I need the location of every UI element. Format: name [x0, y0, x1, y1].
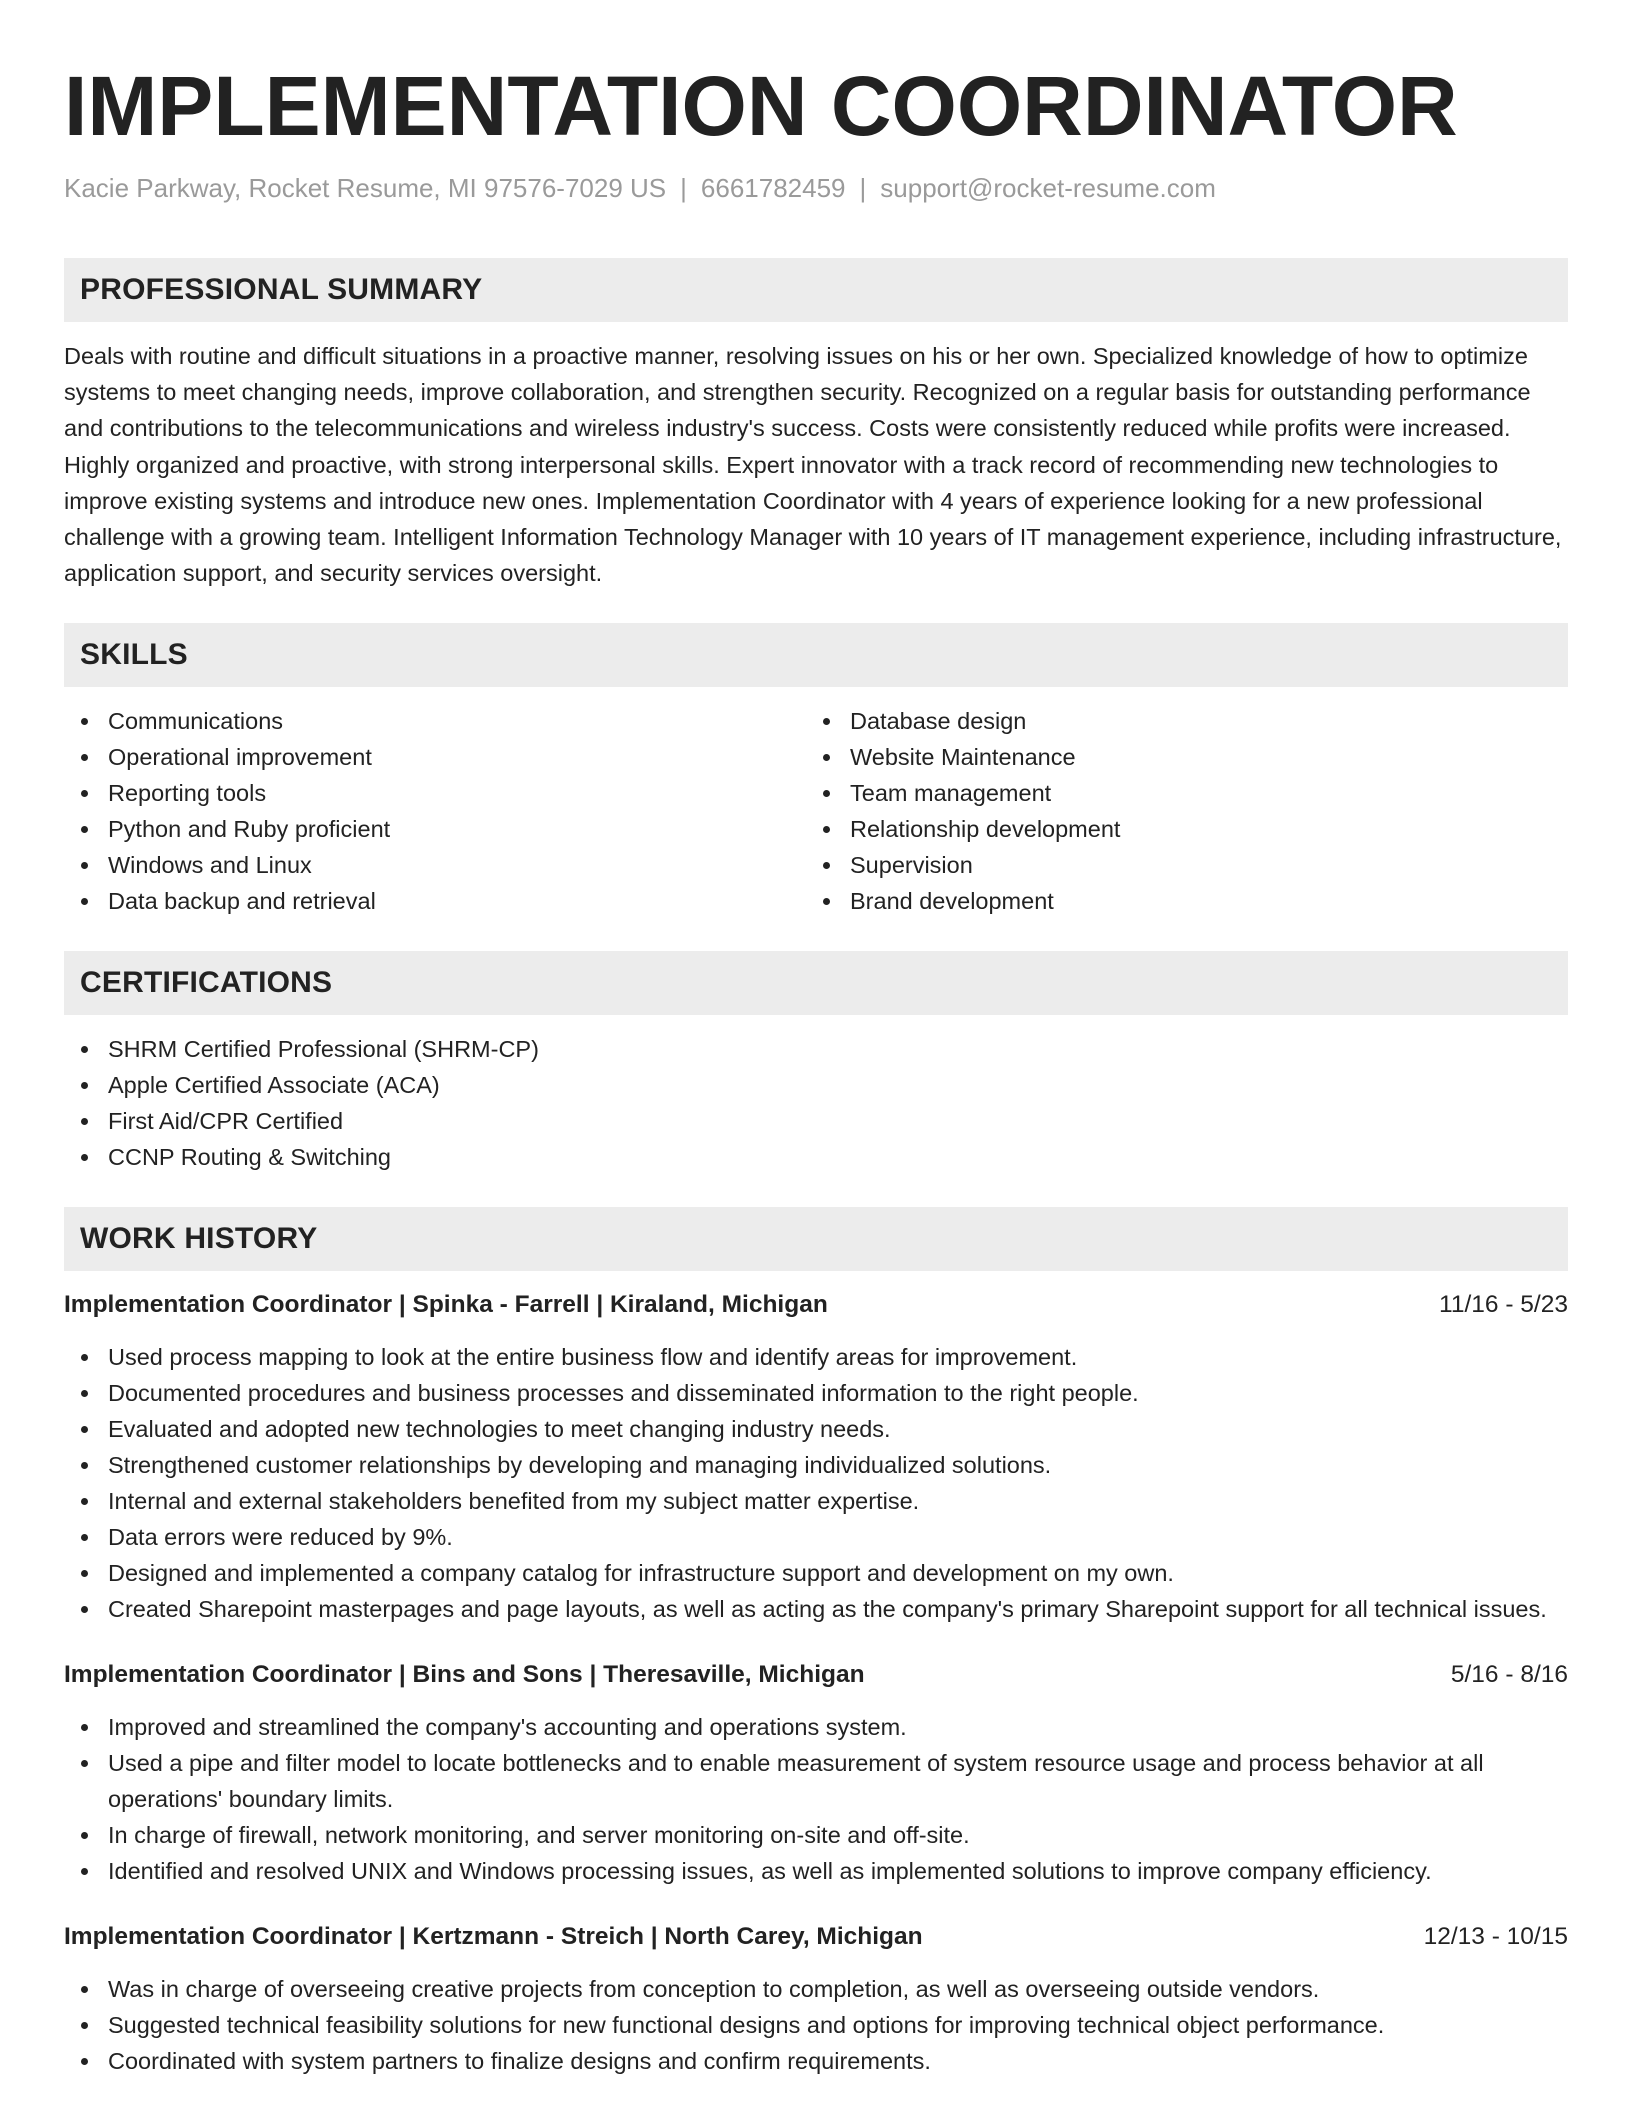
contact-line [64, 170, 1568, 206]
work-history-heading: WORK HISTORY [64, 1207, 1568, 1271]
skills-column-left [64, 703, 806, 919]
skills-heading: SKILLS [64, 623, 1568, 687]
skill-item: Reporting tools [64, 775, 806, 811]
certifications-list [64, 1031, 1568, 1175]
contact-address: Kacie Parkway, Rocket Resume, MI 97576-7029 US [64, 173, 667, 203]
job-bullets [64, 1971, 1568, 2079]
job-title: Implementation Coordinator | Kertzmann - Streich | North Carey, Michigan [64, 1923, 923, 1951]
summary-heading: PROFESSIONAL SUMMARY [64, 258, 1568, 322]
skill-item: Supervision [806, 847, 1548, 883]
skill-item: Windows and Linux [64, 847, 806, 883]
skills-grid [64, 703, 1568, 919]
skill-item: Database design [806, 703, 1548, 739]
job-bullet: In charge of firewall, network monitoring, and server monitoring on-site and off-site. [64, 1817, 1568, 1853]
skill-item: Operational improvement [64, 739, 806, 775]
job-entry [64, 1287, 1568, 1627]
job-bullet: Evaluated and adopted new technologies to meet changing industry needs. [64, 1411, 1568, 1447]
skills-column-right [806, 703, 1548, 919]
skill-item: Team management [806, 775, 1548, 811]
certification-item: SHRM Certified Professional (SHRM-CP) [64, 1031, 1568, 1067]
job-bullet: Documented procedures and business processes and disseminated information to the right people. [64, 1375, 1568, 1411]
job-bullet: Coordinated with system partners to finalize designs and confirm requirements. [64, 2043, 1568, 2079]
job-bullet: Created Sharepoint masterpages and page layouts, as well as acting as the company's primary Sharepoint support for all technical issues. [64, 1591, 1568, 1627]
job-title: Implementation Coordinator | Bins and Sons | Theresaville, Michigan [64, 1661, 865, 1689]
job-bullet: Was in charge of overseeing creative projects from conception to completion, as well as overseeing outside vendors. [64, 1971, 1568, 2007]
job-bullet: Designed and implemented a company catalog for infrastructure support and development on my own. [64, 1555, 1568, 1591]
job-bullet: Improved and streamlined the company's accounting and operations system. [64, 1709, 1568, 1745]
skill-item: Relationship development [806, 811, 1548, 847]
skill-item: Data backup and retrieval [64, 883, 806, 919]
job-entry [64, 1919, 1568, 2079]
certifications-heading: CERTIFICATIONS [64, 951, 1568, 1015]
skill-item: Brand development [806, 883, 1548, 919]
resume-title: IMPLEMENTATION COORDINATOR [64, 59, 1458, 153]
job-bullet: Used a pipe and filter model to locate bottlenecks and to enable measurement of system resource usage and process behavior at all operations' boundary limits. [64, 1745, 1568, 1817]
certification-item: Apple Certified Associate (ACA) [64, 1067, 1568, 1103]
job-bullet: Internal and external stakeholders benefited from my subject matter expertise. [64, 1483, 1568, 1519]
summary-text: Deals with routine and difficult situations in a proactive manner, resolving issues on his or her own. Specialized knowledge of how to optimize systems to meet changing needs, improve collaboration, and strengthen security. Recognized on a regular basis for outstanding performance and contributions to the telecommunications and wireless industry's success. Costs were consistently reduced while profits were increased. Highly organized and proactive, with strong interpersonal skills. Expert innovator with a track record of recommending new technologies to improve existing systems and introduce new ones. Implementation Coordinator with 4 years of experience looking for a new professional challenge with a growing team. Intelligent Information Technology Manager with 10 years of IT management experience, including infrastructure, application support, and security services oversight. [64, 343, 1562, 587]
skill-item: Python and Ruby proficient [64, 811, 806, 847]
job-header [64, 1919, 1568, 1955]
contact-separator: | [859, 173, 867, 203]
certification-item: CCNP Routing & Switching [64, 1139, 1568, 1175]
job-bullets [64, 1709, 1568, 1889]
job-bullet: Identified and resolved UNIX and Windows processing issues, as well as implemented solutions to improve company efficiency. [64, 1853, 1568, 1889]
contact-separator: | [680, 173, 687, 203]
contact-email[interactable]: support@rocket-resume.com [880, 173, 1216, 203]
job-bullet: Suggested technical feasibility solutions for new functional designs and options for improving technical object performance. [64, 2007, 1568, 2043]
job-header [64, 1287, 1568, 1323]
job-bullet: Strengthened customer relationships by developing and managing individualized solutions. [64, 1447, 1568, 1483]
job-dates: 5/16 - 8/16 [1450, 1661, 1568, 1689]
job-title: Implementation Coordinator | Spinka - Farrell | Kiraland, Michigan [64, 1291, 828, 1319]
skill-item: Website Maintenance [806, 739, 1548, 775]
job-bullets [64, 1339, 1568, 1627]
job-bullet: Data errors were reduced by 9%. [64, 1519, 1568, 1555]
certification-item: First Aid/CPR Certified [64, 1103, 1568, 1139]
job-header [64, 1657, 1568, 1693]
job-dates: 11/16 - 5/23 [1439, 1291, 1568, 1319]
skill-item: Communications [64, 703, 806, 739]
job-dates: 12/13 - 10/15 [1423, 1923, 1568, 1951]
job-entry [64, 1657, 1568, 1889]
contact-phone: 6661782459 [700, 173, 846, 203]
job-bullet: Used process mapping to look at the entire business flow and identify areas for improvement. [64, 1339, 1568, 1375]
